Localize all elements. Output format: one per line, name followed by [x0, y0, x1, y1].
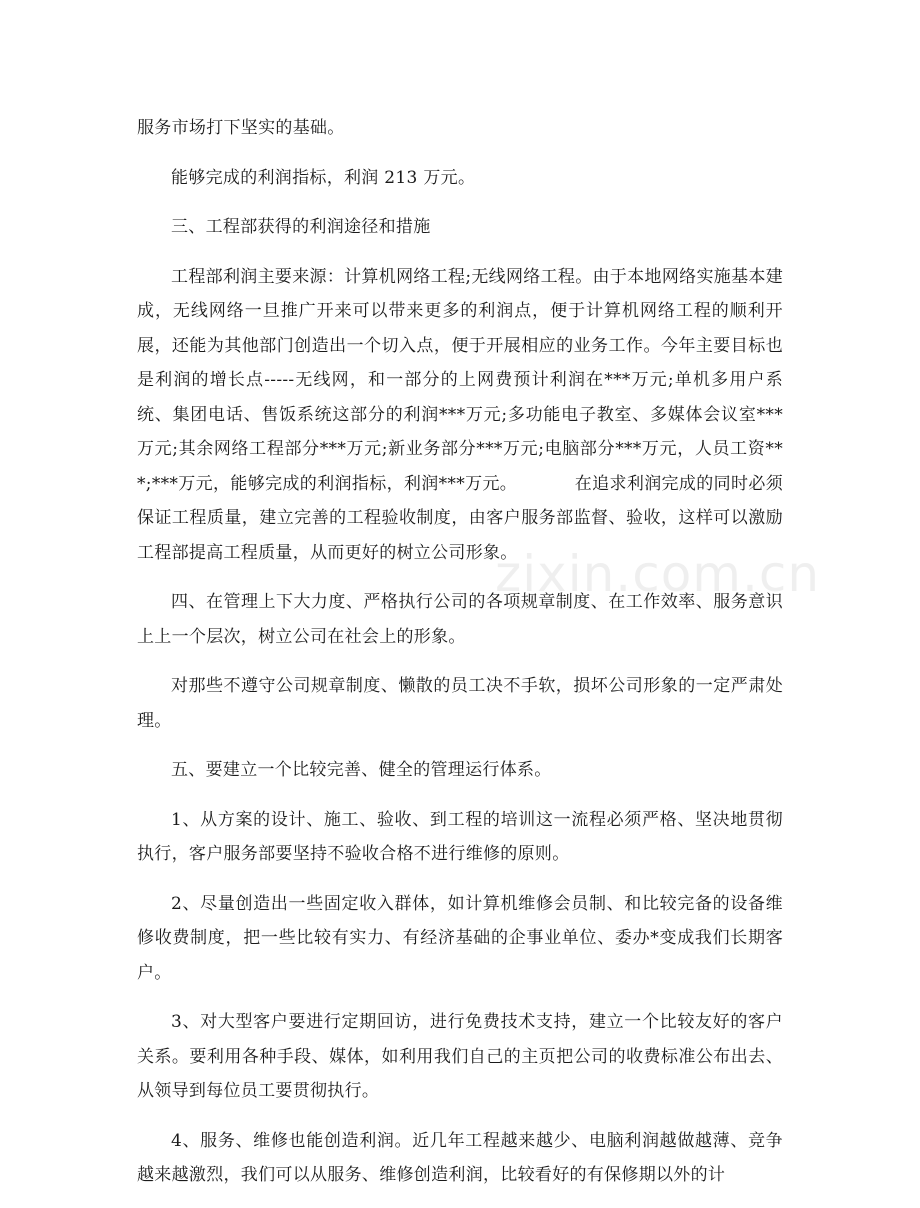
list-item-2: 2、尽量创造出一些固定收入群体，如计算机维修会员制、和比较完备的设备维修收费制度，把一些比较有实力、有经济基础的企事业单位、委办*变成我们长期客户。 [137, 893, 783, 983]
section-heading-5: 五、要建立一个比较完善、健全的管理运行体系。 [171, 760, 552, 780]
paragraph-1: 服务市场打下坚实的基础。 [137, 118, 345, 138]
section-heading-3: 三、工程部获得的利润途径和措施 [171, 217, 431, 237]
paragraph-4: 工程部利润主要来源：计算机网络工程;无线网络工程。由于本地网络实施基本建成，无线网络一旦推广开来可以带来更多的利润点，便于计算机网络工程的顺利开展，还能为其他部门创造出一个切入点，便于开展相应的业务工作。今年主要目标也是利润的增长点-----无线网，和一部分的上网费预计利润在***万元;单机多用户系统、集团电话、售饭系统这部分的利润***万元;多功能电子教室、多媒体会议室***万元;其余网络工程部分***万元;新业务部分***万元;电脑部分***万元，人员工资***;***万元，能够完成的利润指标，利润***万元。 在追求利润完成的同时必须保证工程质量，建立完善的工程验收制度，由客户服务部监督、验收，这样可以激励工程部提高工程质量，从而更好的树立公司形象。 [137, 266, 783, 563]
list-item-1: 1、从方案的设计、施工、验收、到工程的培训这一流程必须严格、坚决地贯彻执行，客户服务部要坚持不验收合格不进行维修的原则。 [137, 809, 783, 864]
paragraph-2: 能够完成的利润指标，利润 213 万元。 [171, 167, 476, 188]
section-heading-4: 四、在管理上下大力度、严格执行公司的各项规章制度、在工作效率、服务意识上上一个层次，树立公司在社会上的形象。 [137, 592, 783, 647]
list-item-4: 4、服务、维修也能创造利润。近几年工程越来越少、电脑利润越做越薄、竞争越来越激烈，我们可以从服务、维修创造利润，比较看好的有保修期以外的计 [137, 1130, 783, 1185]
document-body [137, 111, 783, 1208]
watermark: zixin.com.cn [495, 545, 821, 603]
list-item-3: 3、对大型客户要进行定期回访，进行免费技术支持，建立一个比较友好的客户关系。要利用各种手段、媒体，如利用我们自己的主页把公司的收费标准公布出去、从领导到每位员工要贯彻执行。 [137, 1012, 783, 1101]
paragraph-6: 对那些不遵守公司规章制度、懒散的员工决不手软，损坏公司形象的一定严肃处理。 [137, 676, 783, 731]
